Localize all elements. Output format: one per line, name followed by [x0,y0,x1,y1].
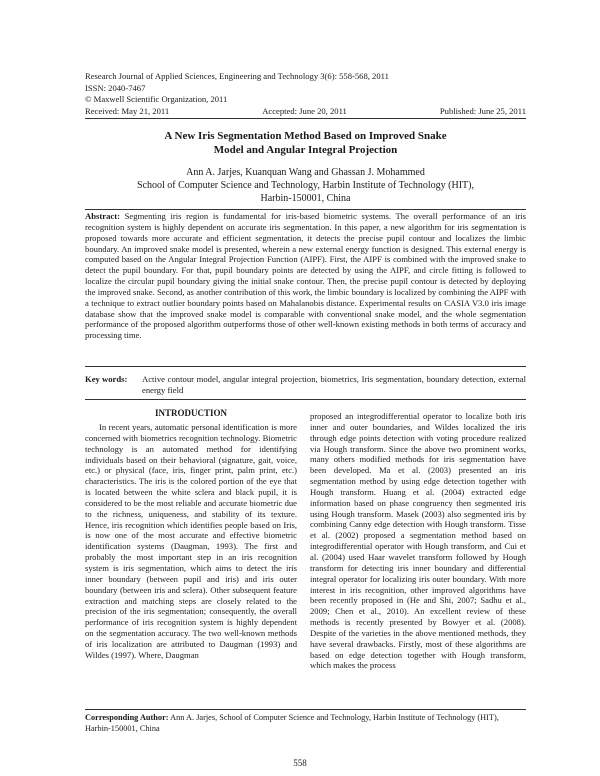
copyright: © Maxwell Scientific Organization, 2011 [85,94,228,104]
title-line: Model and Angular Integral Projection [213,144,398,156]
publication-dates [85,106,526,116]
affiliation: School of Computer Science and Technology, Harbin Institute of Technology (HIT), [137,180,474,192]
issn: ISSN: 2040-7467 [85,83,146,93]
page-number: 558 [293,758,307,768]
keywords-text: Active contour model, angular integral projection, biometrics, Iris segmentation, boundary detection, external energy field [142,374,526,395]
abstract-text: Segmenting iris region is fundamental for iris-based biometric systems. The overall performance of an iris recognition system is highly dependent on accurate iris segmentation. In this paper, a new algorithm for iris segmentation is proposed towards more accurate and efficient segmentation, it detects the precise pupil contour and localizes the limbic boundary. An improved snake model is presented, wherein a new external energy function is designed. This external energy is computed based on the Angular Integral Projection Function (AIPF). First, the AIPF is combined with the improved snake to detect the pupil boundary. For that, pupil boundary points are detected by using the AIPF, and circle fitting is followed to localize the circular pupil boundary giving the initial snake contour. Then, the precise pupil contour is detected by deploying the improved snake. Second, as another contribution of this work, the limbic boundary is localized by combining the AIPF with a technique to extract outlier boundary points based on Mahalanobis distance. Experimental results on CASIA V3.0 iris image database show that the improved snake model is comparable with conventional snake model, and the whole segmentation performance of the proposed algorithm outperforms those of other well-known existing methods in both terms of accuracy and processing time. [85,211,527,341]
column-right: proposed an integrodifferential operator to localize both iris inner and outer boundaries, and Wildes localized the iris through edge points detection with voting procedure realized via Hough transform. Since the above two prominent works, many others modified methods for iris segmentation have been developed. Ma et al. (2003) presented an iris segmentation method by using edge detection together with Hough transform. Huang et al. (2004) extracted edge information based on phase congruency then segmented iris using Hough transform. Masek (2003) also segmented iris by combining Canny edge detection with Hough transform. Tisse et al. (2002) proposed a segmentation method based on integrodifferential operator with Hough transform, and Cui et al. (2004) used Haar wavelet transform followed by Hough transform for detecting iris inner boundary and differential integral operator for localizing iris outer boundary. With more interest in iris recognition, other improved algorithms have been recently proposed in (He and Shi, 2007; Sadhu et al., 2009; Chen et al., 2010). An excellent review of these methods is recently presented by Bowyer et al. (2008). Despite of the varieties in the above mentioned methods, they have several drawbacks. Firstly, most of these algorithms are based on edge detection together with Hough transform, which makes the process [310,411,526,671]
footnote-label: Corresponding Author: [85,713,169,722]
title-line: A New Iris Segmentation Method Based on Improved Snake [164,130,447,142]
paper-title [85,129,526,157]
published-date: Published: June 25, 2011 [439,106,526,116]
abstract-bottom-rule [85,366,526,367]
abstract-label: Abstract: [85,211,120,221]
column-left: In recent years, automatic personal identification is more concerned with biometrics recognition technology. Biometric technology is an automated method for identifying individuals based on their behavioral (signature, gait, voice, etc.) or physical (face, iris, finger print, palm print, etc.) characteristics. The iris is the colored portion of the eye that is located between the white sclera and black pupil, it is considered to be the most reliable and accurate biometric due to the richness, uniqueness, and stability of its texture. Hence, iris recognition which identifies people based on Iris, is now one of the most accurate and effective biometric identification systems (Daugman, 1993). The first and probably the most important step in an iris recognition system is iris segmentation, which aims to detect the iris inner boundary (between pupil and iris) and iris outer boundary (between iris and sclera). Other subsequent feature extraction and matching steps are closely related to the precision of the iris segmentation; consequently, the overall performance of iris recognition system is highly dependent on the segmentation accuracy. The two well-known methods of iris localization are attributed to Daugman (1993) and Wildes (1997). Where, Daugman [85,422,297,660]
author-block [85,166,526,206]
corresponding-author [85,713,526,734]
footnote-text: Ann A. Jarjes, School of Computer Science and Technology, Harbin Institute of Technology (HIT), Harbin-150001, China [85,713,499,733]
received-date: Received: May 21, 2011 [85,106,170,116]
affiliation: Harbin-150001, China [260,193,351,205]
authors: Ann A. Jarjes, Kuanquan Wang and Ghassan J. Mohammed [186,167,425,178]
keywords-rule [85,399,526,400]
abstract [85,211,526,341]
journal-name: Research Journal of Applied Sciences, Engineering and Technology 3(6): 558-568, 2011 [85,71,389,81]
keywords-label: Key words: [85,374,128,384]
abstract-top-rule [85,209,526,210]
footnote-rule [85,709,526,710]
section-heading: INTRODUCTION [154,408,227,418]
accepted-date: Accepted: June 20, 2011 [262,106,347,116]
header-rule [85,118,526,119]
